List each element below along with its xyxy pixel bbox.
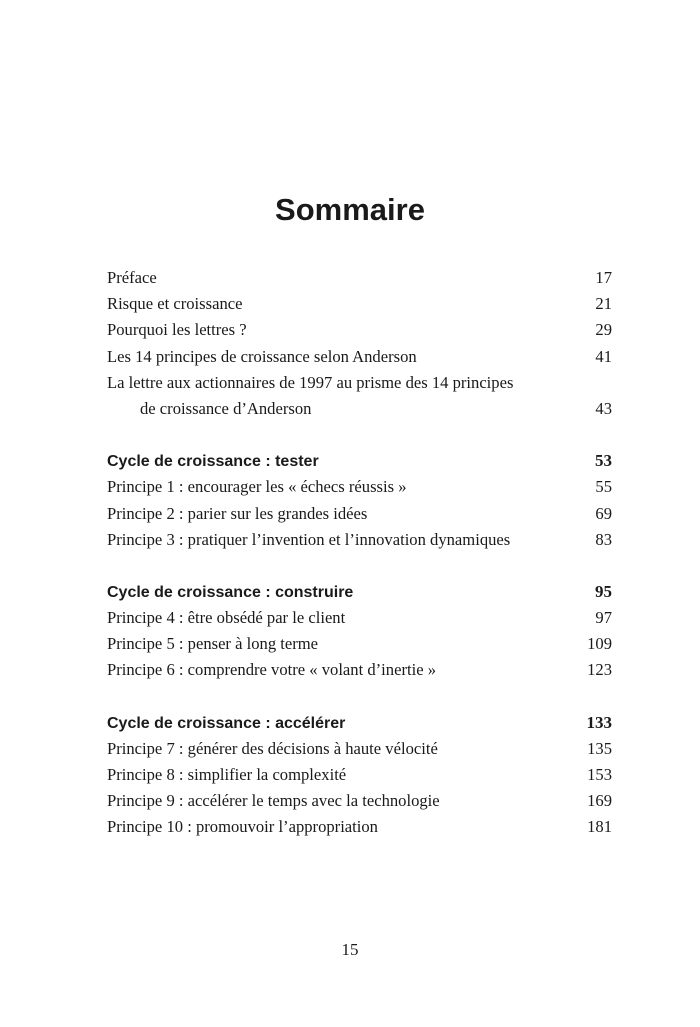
- toc-entry-page: 17: [595, 268, 612, 287]
- toc-entry: [107, 370, 612, 422]
- table-of-contents: [107, 265, 612, 841]
- toc-entry-page: 55: [595, 477, 612, 497]
- toc-entry: [107, 501, 612, 527]
- toc-entry-page: 153: [587, 765, 612, 785]
- toc-entry: [107, 788, 612, 814]
- toc-entry-page: 43: [595, 398, 612, 418]
- toc-entry-label: Principe 4 : être obsédé par le client: [107, 608, 346, 628]
- toc-entry: [107, 344, 612, 370]
- section-heading: [107, 448, 612, 474]
- toc-entry-label: Principe 7 : générer des décisions à haute vélocité: [107, 738, 438, 758]
- section-heading-label: Cycle de croissance : tester: [107, 453, 319, 471]
- toc-entry-page: 109: [587, 634, 612, 654]
- section-spacer: [107, 553, 612, 579]
- toc-entry-label: Pourquoi les lettres ?: [107, 320, 247, 340]
- toc-entry-label: Les 14 principes de croissance selon Anderson: [107, 346, 417, 366]
- toc-entry-page: 123: [587, 660, 612, 680]
- section-heading-label: Cycle de croissance : accélérer: [107, 714, 346, 732]
- toc-entry-label: Principe 8 : simplifier la complexité: [107, 765, 347, 785]
- toc-entry-page: 29: [595, 320, 612, 340]
- toc-entry-label: Préface: [107, 268, 157, 287]
- toc-entry: [107, 527, 612, 553]
- section-spacer: [107, 422, 612, 448]
- toc-entry-page: 181: [587, 817, 612, 837]
- toc-entry-label-line1: La lettre aux actionnaires de 1997 au prisme des 14 principes: [107, 372, 514, 392]
- section-heading-page: 95: [595, 581, 612, 601]
- toc-entry: [107, 736, 612, 762]
- toc-entry-page: 69: [595, 503, 612, 523]
- toc-entry-label: [107, 370, 513, 422]
- toc-entry-label: Principe 5 : penser à long terme: [107, 634, 319, 654]
- page-number: 15: [341, 940, 359, 959]
- toc-entry: [107, 317, 612, 343]
- toc-entry: [107, 474, 612, 500]
- toc-entry-label: Principe 1 : encourager les « échecs réussis »: [107, 477, 407, 497]
- toc-entry-label: Principe 6 : comprendre votre « volant d’inertie »: [107, 660, 437, 680]
- toc-entry-page: 41: [595, 346, 612, 366]
- toc-entry: [107, 605, 612, 631]
- section-heading-page: 133: [586, 712, 612, 732]
- toc-entry-page: 83: [595, 529, 612, 549]
- toc-entry: [107, 631, 612, 657]
- section-heading-page: 53: [595, 451, 612, 471]
- toc-entry-label: Principe 3 : pratiquer l’invention et l’innovation dynamiques: [107, 529, 511, 549]
- toc-entry-label: Principe 10 : promouvoir l’appropriation: [107, 817, 378, 837]
- toc-entry: [107, 657, 612, 683]
- page-title: Sommaire: [275, 192, 425, 227]
- toc-entry-page: 21: [595, 294, 612, 314]
- toc-entry: [107, 291, 612, 317]
- toc-entry: [107, 814, 612, 840]
- toc-entry-page: 169: [587, 791, 612, 811]
- toc-entry: [107, 762, 612, 788]
- toc-entry: [107, 265, 612, 291]
- toc-entry-label: Principe 2 : parier sur les grandes idées: [107, 503, 368, 523]
- toc-entry-page: 97: [595, 608, 612, 628]
- section-heading-label: Cycle de croissance : construire: [107, 583, 354, 601]
- toc-entry-label-line2: de croissance d’Anderson: [140, 398, 312, 418]
- section-heading: [107, 710, 612, 736]
- toc-entry-label: Principe 9 : accélérer le temps avec la technologie: [107, 791, 440, 811]
- toc-entry-page: 135: [587, 738, 612, 758]
- section-spacer: [107, 684, 612, 710]
- toc-entry-label: Risque et croissance: [107, 294, 243, 314]
- section-heading: [107, 579, 612, 605]
